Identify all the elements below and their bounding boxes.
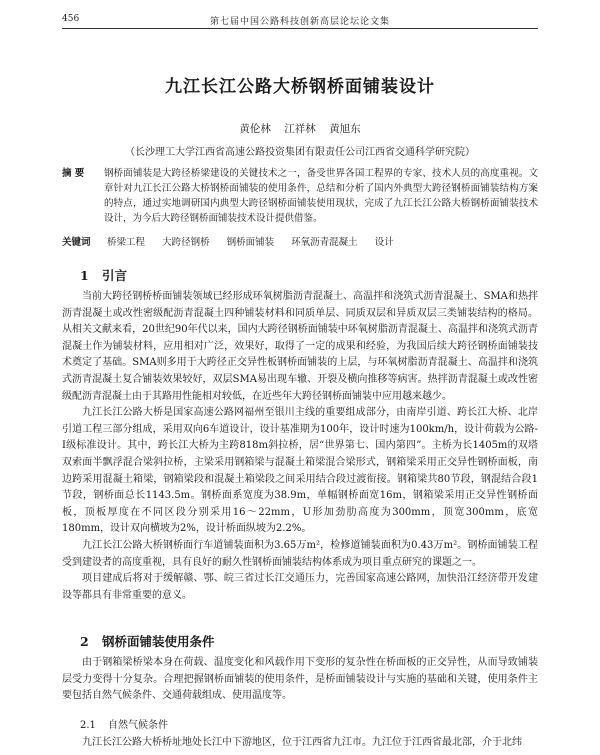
author: 黄伦林 <box>239 123 271 135</box>
section-2-body <box>62 655 538 705</box>
abstract <box>62 166 538 226</box>
running-title: 第七届中国公路科技创新高层论坛论文集 <box>209 17 390 27</box>
section-number: 1 <box>80 268 89 283</box>
keyword: 桥梁工程 <box>107 237 146 248</box>
paragraph: 九江长江公路大桥是国家高速公路网福州至银川主线的重要组成部分，由南岸引道、跨长江大桥、北岸引道工程三部分组成，采用双向6车道设计，设计基准期为100年，设计时速为100km/h，设计荷载为公路-I级标准设计。其中，跨长江大桥为主跨818m斜拉桥，居“世界第七、国内第四”。主桥为长1405m的双塔双索面半飘浮混合梁斜拉桥，主梁采用钢箱梁与混凝土箱梁混合梁形式，钢箱梁采用正交异性钢桥面板，南边跨采用混凝土箱梁，钢箱梁段和混凝土箱梁段之间采用结合段过渡衔接。钢箱梁共80节段，钢混结合段1节段，钢桥面总长1143.5m。钢桥面系宽度为38.9m，单幅钢桥面宽16m，钢箱梁采用正交异性钢桥面板，顶板厚度在不同区段分别采用16～22mm，U形加劲肋高度为300mm，顶宽300mm，底宽180mm，设计双向横坡为2%，设计桥面纵坡为2.2%。 <box>62 407 538 535</box>
abstract-text: 钢桥面铺装是大跨径桥梁建设的关键技术之一，备受世界各国工程界的专家、技术人员的高度重视。文章针对九江长江公路大桥钢桥面铺装的使用条件，总结和分析了国内外典型大跨径钢桥面铺装结构方案的特点，通过实地调研国内典型大跨径钢桥面铺装使用现状，完成了九江长江公路大桥钢桥面铺装技术设计，为今后大跨径钢桥面铺装技术设计提供借鉴。 <box>104 168 538 224</box>
keyword: 钢桥面铺装 <box>226 237 275 248</box>
author: 黄旭东 <box>329 123 361 135</box>
section-title: 钢桥面铺装使用条件 <box>102 634 215 649</box>
paragraph: 由于钢箱梁桥梁本身在荷载、温度变化和风载作用下变形的复杂性在桥面板的正交异性，从而导致铺装层受力变得十分复杂。合理把握钢桥面铺装的使用条件，是桥面铺装设计与实施的基础和关键，使用条件主要包括自然气候条件、交通荷载组成、使用温度等。 <box>62 657 538 702</box>
keywords <box>62 234 538 248</box>
section-number: 2 <box>80 634 89 649</box>
subsection-number: 2.1 <box>80 720 96 731</box>
paragraph: 九江长江公路大桥钢桥面行车道铺装面积为3.65万m²，检修道铺装面积为0.43万m²。钢桥面铺装工程受到建设者的高度重视，具有良好的耐久性钢桥面铺装结构体系成为项目重点研究的课题之一。 <box>62 539 538 568</box>
page-number: 456 <box>62 14 80 24</box>
subsection-heading <box>80 716 168 731</box>
running-header <box>62 14 538 29</box>
author: 江祥林 <box>284 123 316 135</box>
affiliation: （长沙理工大学江西省高速公路投资集团有限责任公司江西省交通科学研究院） <box>125 147 475 158</box>
section-1-body <box>62 289 538 604</box>
paragraph: 项目建成后将对于缓解赣、鄂、皖三省过长江交通压力，完善国家高速公路网，加快沿江经济带开发建设等都具有非常重要的意义。 <box>62 573 538 601</box>
abstract-label: 摘 要 <box>62 168 85 179</box>
paper-title: 九江长江公路大桥钢桥面铺装设计 <box>165 77 435 97</box>
subsection-2-1-body <box>62 735 538 752</box>
paragraph: 九江长江公路大桥桥址地处长江中下游地区，位于江西省九江市。九江位于江西省最北部，介于北纬 <box>82 737 522 748</box>
subsection-title: 自然气候条件 <box>108 720 168 731</box>
keyword: 环氧沥青混凝土 <box>291 237 358 248</box>
paragraph: 当前大跨径钢桥桥面铺装领域已经形成环氧树脂沥青混凝土、高温拌和浇筑式沥青混凝土、SMA和热拌沥青混凝土或改性密级配沥青混凝土四种铺装材料和同质单层、同质双层和异质双层三类铺装结构的格局。从相关文献来看，20世纪90年代以来，国内大跨径钢桥面铺装中环氧树脂沥青混凝土、高温拌和浇筑式沥青混凝土作为铺装材料，应用相对广泛，效果好，取得了一定的成果和经验，为我国后续大跨径钢桥面铺装技术奠定了基础。SMA则多用于大跨径正交异性板钢桥面铺装的上层，与环氧树脂沥青混凝土、高温拌和浇筑式沥青混凝土复合铺装效果较好，双层SMA易出现车辙、开裂及横向推移等病害。热拌沥青混凝土或改性密级配沥青混凝土由于其路用性能相对较低，在近些年大跨径钢桥面铺装中应用越来越少。 <box>62 291 538 402</box>
author-list <box>0 121 600 136</box>
keyword: 设计 <box>374 237 394 248</box>
section-heading <box>80 632 215 650</box>
section-heading <box>80 266 127 284</box>
keyword: 大跨径钢桥 <box>162 237 210 248</box>
section-title: 引言 <box>102 268 128 283</box>
keywords-label: 关键词 <box>62 237 91 248</box>
